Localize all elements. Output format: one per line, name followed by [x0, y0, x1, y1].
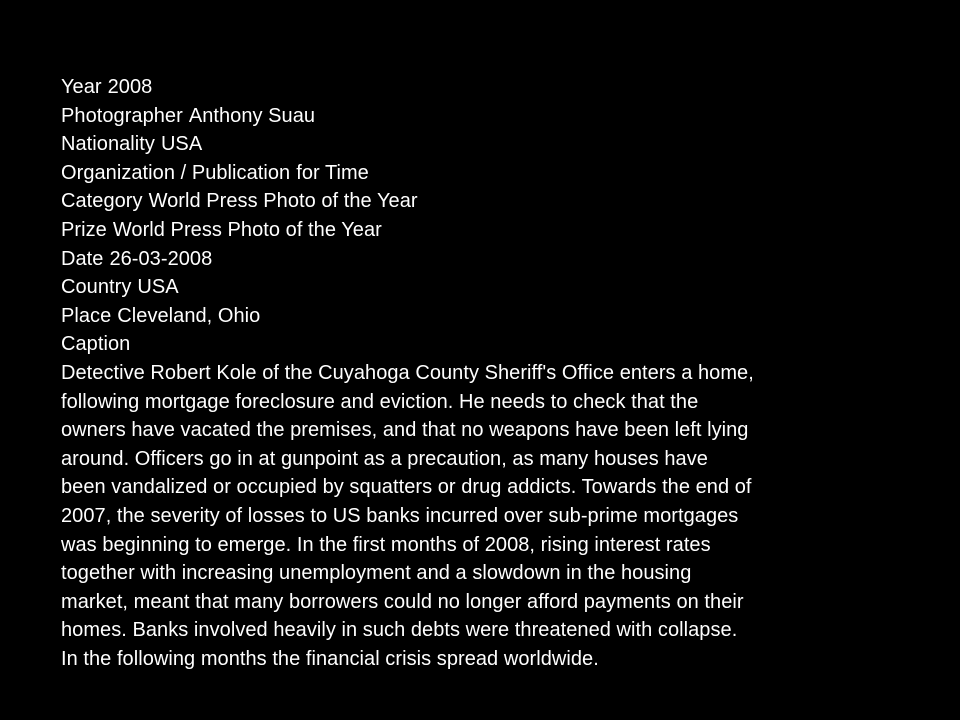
- field-date-label: Date: [61, 247, 104, 270]
- field-prize: [61, 216, 911, 245]
- caption-line: following mortgage foreclosure and eviction. He needs to check that the: [61, 390, 699, 413]
- field-year-value: 2008: [107, 76, 153, 98]
- photo-info-block: [61, 73, 911, 673]
- field-photographer: [61, 102, 911, 131]
- field-date-value: 26-03-2008: [109, 247, 213, 270]
- field-organization-label: Organization / Publication: [61, 161, 291, 184]
- field-category-value: World Press Photo of the Year: [148, 190, 418, 213]
- field-year-label: Year: [61, 76, 102, 98]
- caption-line: homes. Banks involved heavily in such debts were threatened with collapse.: [61, 619, 738, 642]
- field-nationality-label: Nationality: [61, 133, 155, 156]
- field-photographer-label: Photographer: [61, 104, 183, 127]
- field-year: [61, 73, 911, 102]
- caption-line: Detective Robert Kole of the Cuyahoga County Sheriff's Office enters a home,: [61, 361, 754, 384]
- caption-line: market, meant that many borrowers could no longer afford payments on their: [61, 590, 744, 613]
- field-prize-label: Prize: [61, 218, 107, 241]
- caption-line: owners have vacated the premises, and that no weapons have been left lying: [61, 419, 749, 442]
- field-category-label: Category: [61, 190, 143, 213]
- field-category: [61, 187, 911, 216]
- caption-line: together with increasing unemployment and a slowdown in the housing: [61, 562, 692, 585]
- field-date: [61, 245, 911, 274]
- caption-line: around. Officers go in at gunpoint as a precaution, as many houses have: [61, 447, 708, 470]
- field-place: [61, 302, 911, 331]
- field-nationality-value: USA: [160, 133, 203, 156]
- field-nationality: [61, 130, 911, 159]
- caption-heading: Caption: [61, 333, 131, 356]
- caption-line: was beginning to emerge. In the first months of 2008, rising interest rates: [61, 533, 711, 556]
- caption-line: In the following months the financial crisis spread worldwide.: [61, 647, 599, 670]
- field-country-label: Country: [61, 276, 132, 299]
- field-organization: [61, 159, 911, 188]
- caption-line: been vandalized or occupied by squatters or drug addicts. Towards the end of: [61, 476, 752, 499]
- field-organization-value: for Time: [296, 161, 369, 184]
- field-country: [61, 273, 911, 302]
- field-place-label: Place: [61, 304, 112, 327]
- field-prize-value: World Press Photo of the Year: [112, 218, 382, 241]
- field-place-value: Cleveland, Ohio: [117, 304, 261, 327]
- field-country-value: USA: [137, 276, 179, 299]
- field-photographer-value: Anthony Suau: [188, 104, 316, 127]
- caption-line: 2007, the severity of losses to US banks incurred over sub-prime mortgages: [61, 504, 739, 527]
- caption-body: [61, 359, 911, 674]
